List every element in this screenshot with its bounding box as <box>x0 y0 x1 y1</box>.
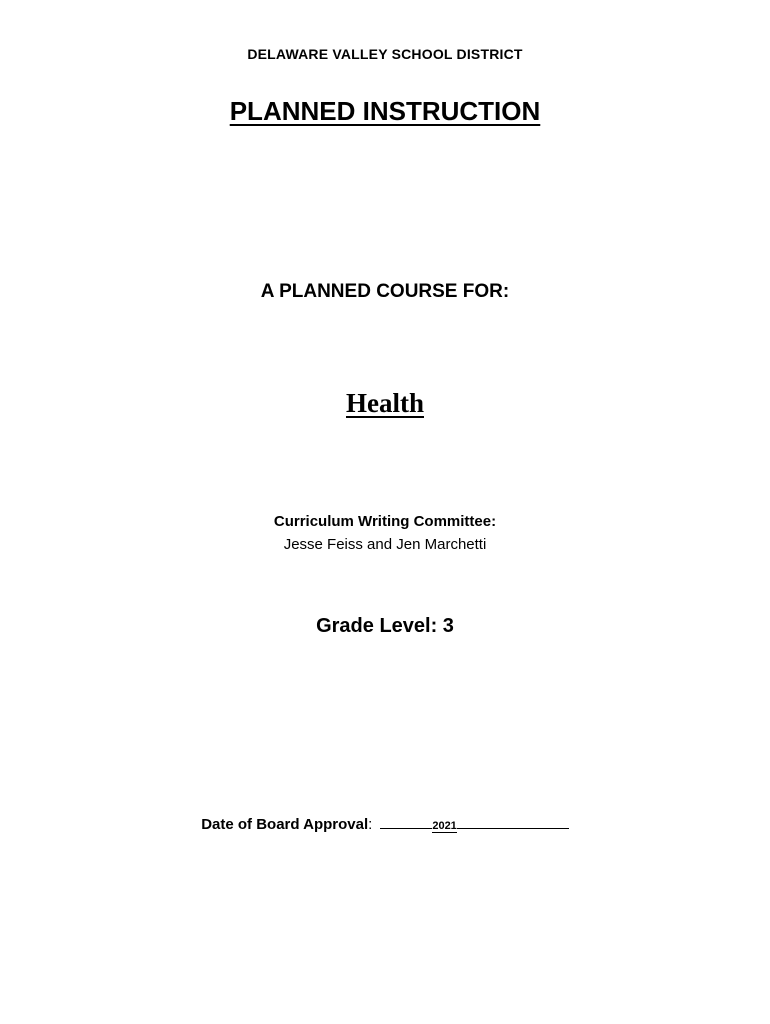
course-for-heading: A PLANNED COURSE FOR: <box>260 281 510 302</box>
approval-label: Date of Board Approval <box>201 816 369 833</box>
committee-label: Curriculum Writing Committee: <box>273 513 497 530</box>
course-subject: Health <box>346 388 424 418</box>
approval-blank-right <box>457 814 569 829</box>
board-approval-line <box>0 814 770 833</box>
committee-members: Jesse Feiss and Jen Marchetti <box>283 536 487 553</box>
approval-year: 2021 <box>432 820 457 832</box>
approval-blank-left <box>380 814 432 829</box>
district-name: DELAWARE VALLEY SCHOOL DISTRICT <box>247 46 523 62</box>
approval-colon: : <box>368 816 373 833</box>
document-title: PLANNED INSTRUCTION <box>229 96 541 126</box>
grade-level: Grade Level: 3 <box>316 615 454 637</box>
